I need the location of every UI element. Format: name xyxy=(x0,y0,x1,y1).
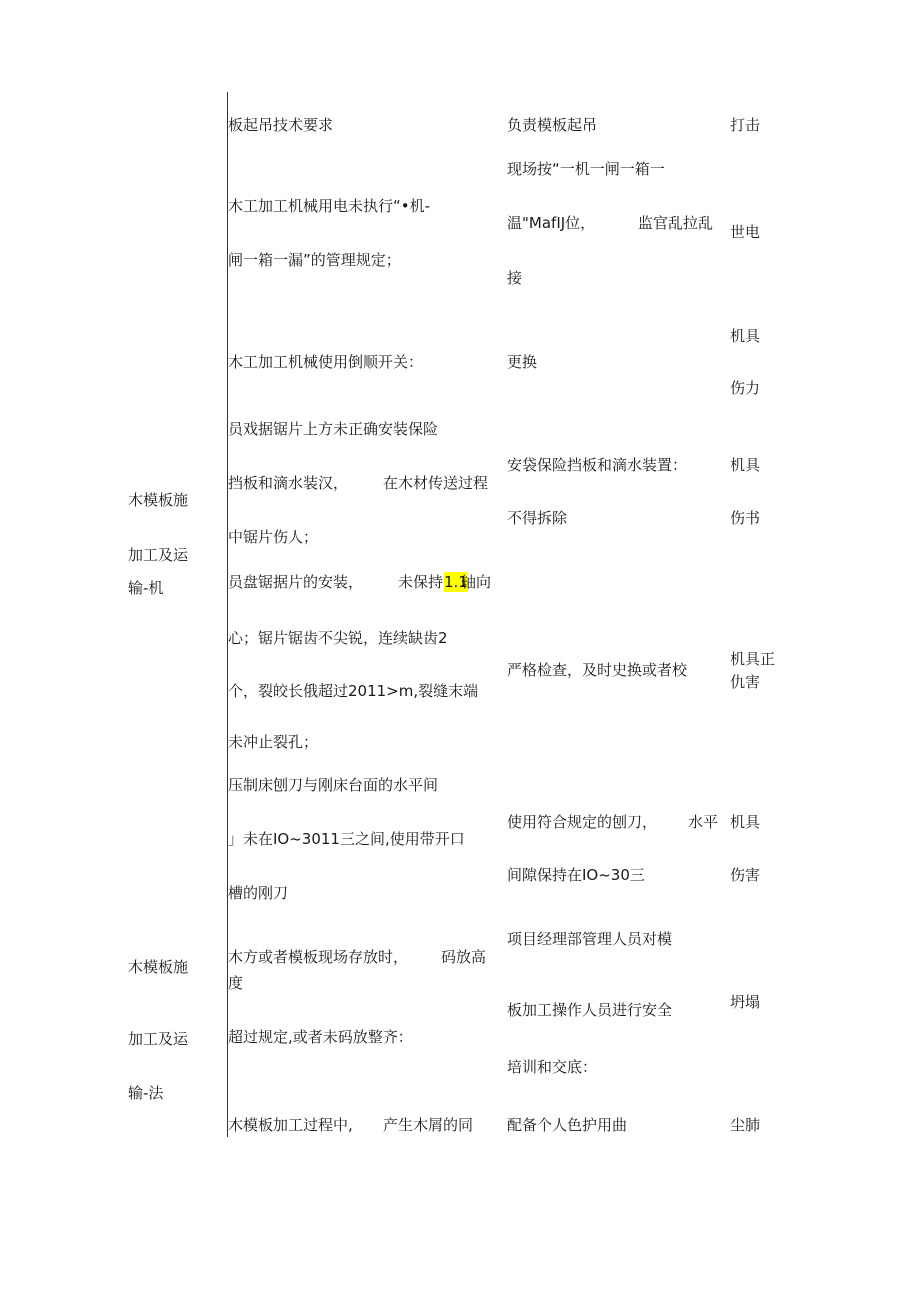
hazard-text: 木工加工机械用电未执行“•机- xyxy=(228,197,431,215)
section-label-line: 木模板施 xyxy=(128,958,189,976)
hazard-text: 心；锯片锯齿不尖锐，连续缺齿2 xyxy=(228,629,448,647)
section-label-line: 输-机 xyxy=(128,579,164,597)
measure-text: 项目经理部管理人员对模 xyxy=(507,930,673,948)
hazard-text: 未保持 xyxy=(398,573,444,591)
risk-text: 机具 xyxy=(730,813,761,831)
risk-text: 伤书 xyxy=(730,509,761,527)
hazard-text: 压制床刨刀与刚床台面的水平间 xyxy=(228,776,439,794)
risk-text: 打击 xyxy=(730,116,761,134)
risk-text: 坍塌 xyxy=(730,993,761,1011)
measure-text: 安袋保险挡板和滴水装置： xyxy=(507,456,688,474)
measure-text: 温"MafIJ位， xyxy=(507,214,596,232)
measure-text: 负责模板起吊 xyxy=(507,116,598,134)
hazard-text: 挡板和滴水装汉， xyxy=(228,474,349,492)
measure-text: 间隙保持在IO~30三 xyxy=(507,866,645,884)
measure-text: 配备个人色护用曲 xyxy=(507,1116,628,1134)
section-label-line: 加工及运 xyxy=(128,1030,189,1048)
hazard-text: 槽的刚刀 xyxy=(228,884,289,902)
measure-text: 更换 xyxy=(507,353,538,371)
risk-text: 仇害 xyxy=(730,673,761,691)
hazard-text: 木方或者模板现场存放时， xyxy=(228,948,409,966)
hazard-text: 度 xyxy=(228,974,244,992)
hazard-text: 码放高 xyxy=(441,948,487,966)
risk-text: 伤害 xyxy=(730,866,761,884)
measure-text: 现场按“一机一闸一箱一 xyxy=(507,160,665,178)
highlighted-value: 1.1 xyxy=(444,573,468,591)
section-label-line: 木模板施 xyxy=(128,491,189,509)
hazard-text: 员盘锯据片的安装， xyxy=(228,573,364,591)
hazard-text: 员戏据锯片上方未正确安装保险 xyxy=(228,420,439,438)
measure-text: 板加工操作人员进行安全 xyxy=(507,1001,673,1019)
hazard-text: 闸一箱一漏”的管理规定； xyxy=(228,251,401,269)
measure-text: 使用符合规定的刨刀， xyxy=(507,813,658,831)
section-label-line: 输-法 xyxy=(128,1084,164,1102)
hazard-text: 产生木屑的同 xyxy=(383,1116,474,1134)
measure-text: 不得拆除 xyxy=(507,509,568,527)
hazard-text: 超过规定,或者未码放整齐： xyxy=(228,1028,413,1046)
risk-text: 尘肺 xyxy=(730,1116,761,1134)
measure-text: 监官乱拉乱 xyxy=(638,214,714,232)
hazard-text: 中锯片伤人； xyxy=(228,528,319,546)
risk-text: 机具正 xyxy=(730,650,776,668)
risk-text: 世电 xyxy=(730,223,761,241)
measure-text: 严格检查，及时史换或者校 xyxy=(507,661,688,679)
hazard-text: 未冲止裂孔； xyxy=(228,733,319,751)
measure-text: 培训和交底： xyxy=(507,1058,598,1076)
risk-text: 机具 xyxy=(730,456,761,474)
hazard-text: 在木材传送过程 xyxy=(383,474,489,492)
section-label-line: 加工及运 xyxy=(128,546,189,564)
risk-text: 伤力 xyxy=(730,379,761,397)
hazard-text: 轴向 xyxy=(461,573,492,591)
measure-text: 水平 xyxy=(688,813,719,831)
hazard-text: 」未在IO~3011三之间,使用带开口 xyxy=(228,830,465,848)
measure-text: 接 xyxy=(507,269,523,287)
hazard-text: 木模板加工过程中, xyxy=(228,1116,353,1134)
hazard-text: 板起吊技术要求 xyxy=(228,116,334,134)
hazard-text: 个，裂皎长俄超过2011>m,裂缝末端 xyxy=(228,682,479,700)
risk-text: 机具 xyxy=(730,327,761,345)
hazard-text: 木工加工机械使用倒顺开关： xyxy=(228,353,424,371)
